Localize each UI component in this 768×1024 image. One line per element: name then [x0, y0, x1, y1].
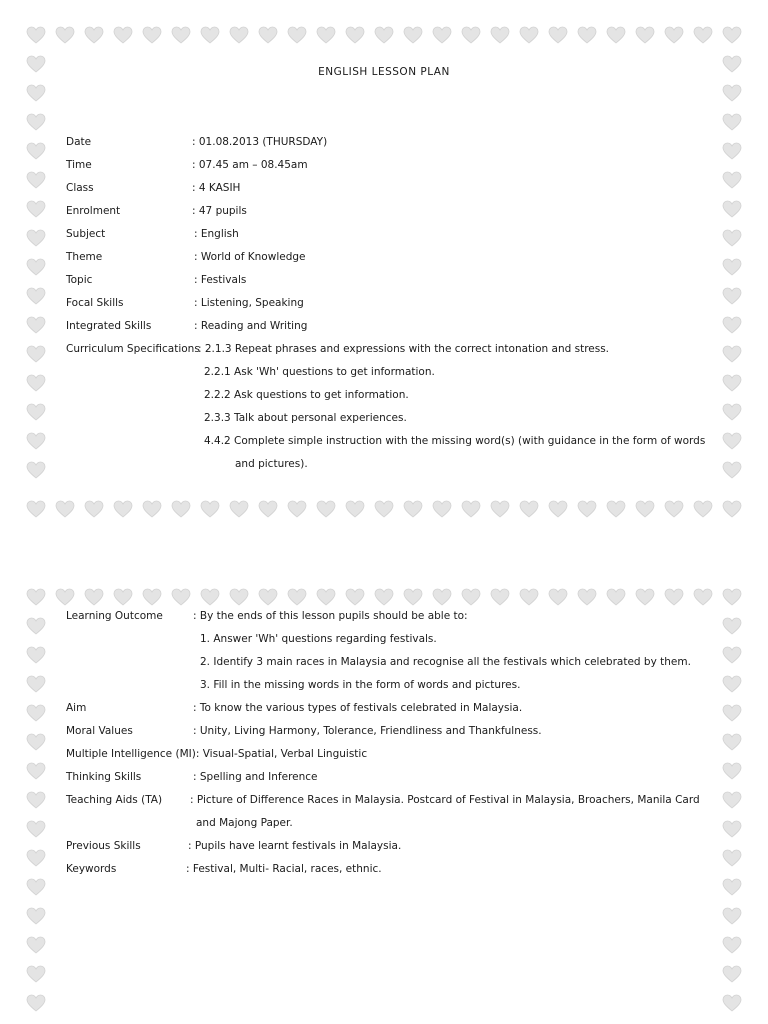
- heart-icon: [26, 646, 46, 664]
- heart-icon: [722, 374, 742, 392]
- heart-icon: [722, 142, 742, 160]
- heart-icon: [200, 588, 220, 606]
- heart-icon: [722, 588, 742, 606]
- curriculum-line: 4.4.2 Complete simple instruction with the missing word(s) (with guidance in the form of words: [204, 435, 706, 447]
- heart-icon: [461, 500, 481, 518]
- heart-icon: [722, 229, 742, 247]
- field-value: : Unity, Living Harmony, Tolerance, Friendliness and Thankfulness.: [193, 725, 542, 737]
- heart-icon: [26, 316, 46, 334]
- heart-icon: [722, 113, 742, 131]
- heart-icon: [26, 403, 46, 421]
- heart-icon: [490, 500, 510, 518]
- field-value: : Pupils have learnt festivals in Malaysia.: [188, 840, 402, 852]
- heart-icon: [432, 26, 452, 44]
- heart-icon: [490, 26, 510, 44]
- outcome-item: 3. Fill in the missing words in the form of words and pictures.: [200, 679, 521, 691]
- heart-icon: [577, 588, 597, 606]
- field-label: Moral Values: [66, 725, 133, 737]
- heart-icon: [26, 200, 46, 218]
- field-value: : By the ends of this lesson pupils should be able to:: [193, 610, 468, 622]
- heart-icon: [577, 26, 597, 44]
- heart-icon: [374, 26, 394, 44]
- heart-icon: [693, 500, 713, 518]
- field-label: Aim: [66, 702, 87, 714]
- heart-icon: [722, 646, 742, 664]
- heart-icon: [606, 26, 626, 44]
- heart-icon: [26, 26, 46, 44]
- heart-icon: [722, 316, 742, 334]
- heart-icon: [258, 26, 278, 44]
- heart-icon: [519, 588, 539, 606]
- heart-icon: [26, 588, 46, 606]
- field-value: : 2.1.3 Repeat phrases and expressions with the correct intonation and stress.: [198, 343, 610, 355]
- heart-icon: [606, 588, 626, 606]
- heart-icon: [26, 374, 46, 392]
- heart-icon: [26, 762, 46, 780]
- field-label: Date: [66, 136, 92, 148]
- curriculum-line: 2.2.1 Ask 'Wh' questions to get information.: [204, 366, 435, 378]
- heart-icon: [722, 878, 742, 896]
- heart-icon: [722, 287, 742, 305]
- field-label: Keywords: [66, 863, 117, 875]
- heart-icon: [26, 936, 46, 954]
- heart-icon: [722, 849, 742, 867]
- heart-icon: [84, 588, 104, 606]
- field-label: Teaching Aids (TA): [66, 794, 163, 806]
- heart-icon: [200, 500, 220, 518]
- document-title: ENGLISH LESSON PLAN: [318, 66, 450, 78]
- heart-icon: [722, 733, 742, 751]
- heart-icon: [26, 113, 46, 131]
- heart-icon: [722, 171, 742, 189]
- heart-icon: [432, 500, 452, 518]
- heart-icon: [142, 588, 162, 606]
- heart-icon: [316, 500, 336, 518]
- heart-icon: [55, 588, 75, 606]
- field-value: : Festivals: [194, 274, 247, 286]
- field-value: : Festival, Multi- Racial, races, ethnic.: [186, 863, 382, 875]
- heart-icon: [26, 258, 46, 276]
- field-label: Thinking Skills: [66, 771, 142, 783]
- lesson-plan-page-2: [0, 562, 768, 1024]
- heart-icon: [403, 500, 423, 518]
- heart-icon: [664, 588, 684, 606]
- heart-icon: [84, 500, 104, 518]
- heart-icon: [461, 588, 481, 606]
- field-value: : Spelling and Inference: [193, 771, 318, 783]
- heart-icon: [722, 965, 742, 983]
- heart-icon: [577, 500, 597, 518]
- heart-icon: [26, 287, 46, 305]
- field-label: Enrolment: [66, 205, 121, 217]
- heart-icon: [26, 461, 46, 479]
- heart-icon: [722, 200, 742, 218]
- heart-icon: [345, 26, 365, 44]
- heart-icon: [26, 675, 46, 693]
- heart-icon: [26, 229, 46, 247]
- field-value: : To know the various types of festivals celebrated in Malaysia.: [193, 702, 523, 714]
- heart-icon: [113, 588, 133, 606]
- heart-icon: [722, 432, 742, 450]
- heart-icon: [26, 432, 46, 450]
- heart-icon: [26, 733, 46, 751]
- heart-icon: [229, 26, 249, 44]
- heart-icon: [722, 994, 742, 1012]
- field-label: Previous Skills: [66, 840, 141, 852]
- heart-icon: [722, 26, 742, 44]
- heart-icon: [374, 500, 394, 518]
- heart-icon: [345, 588, 365, 606]
- heart-icon: [26, 500, 46, 518]
- heart-icon: [229, 588, 249, 606]
- heart-icon: [635, 588, 655, 606]
- heart-icon: [316, 26, 336, 44]
- heart-icon: [171, 26, 191, 44]
- heart-icon: [722, 907, 742, 925]
- heart-icon: [171, 588, 191, 606]
- heart-icon: [374, 588, 394, 606]
- heart-icon: [635, 500, 655, 518]
- field-label: Theme: [66, 251, 103, 263]
- curriculum-line-wrap: and pictures).: [235, 458, 308, 470]
- field-value: : 4 KASIH: [192, 182, 241, 194]
- field-value: : World of Knowledge: [194, 251, 306, 263]
- field-label: Learning Outcome: [66, 610, 163, 622]
- heart-icon: [26, 171, 46, 189]
- heart-icon: [722, 461, 742, 479]
- curriculum-line: 2.2.2 Ask questions to get information.: [204, 389, 409, 401]
- curriculum-line: 2.3.3 Talk about personal experiences.: [204, 412, 407, 424]
- heart-icon: [26, 84, 46, 102]
- heart-icon: [316, 588, 336, 606]
- heart-icon: [519, 26, 539, 44]
- field-label: Time: [66, 159, 92, 171]
- heart-icon: [26, 704, 46, 722]
- heart-icon: [55, 500, 75, 518]
- heart-icon: [84, 26, 104, 44]
- heart-icon: [287, 26, 307, 44]
- heart-icon: [722, 258, 742, 276]
- heart-icon: [664, 500, 684, 518]
- heart-icon: [519, 500, 539, 518]
- heart-icon: [345, 500, 365, 518]
- heart-icon: [26, 994, 46, 1012]
- heart-icon: [229, 500, 249, 518]
- field-value: : 01.08.2013 (THURSDAY): [192, 136, 328, 148]
- heart-icon: [461, 26, 481, 44]
- heart-icon: [664, 26, 684, 44]
- field-label: Class: [66, 182, 94, 194]
- heart-icon: [722, 704, 742, 722]
- heart-icon: [113, 26, 133, 44]
- field-value: : 47 pupils: [192, 205, 247, 217]
- field-label: Curriculum Specifications: [66, 343, 200, 355]
- heart-icon: [722, 675, 742, 693]
- field-label: Integrated Skills: [66, 320, 152, 332]
- heart-icon: [722, 617, 742, 635]
- field-value: : English: [194, 228, 239, 240]
- heart-icon: [171, 500, 191, 518]
- heart-icon: [606, 500, 626, 518]
- field-value: : 07.45 am – 08.45am: [192, 159, 308, 171]
- heart-icon: [26, 965, 46, 983]
- heart-icon: [113, 500, 133, 518]
- field-value: : Picture of Difference Races in Malaysia. Postcard of Festival in Malaysia, Broachers, Manila Card: [190, 794, 700, 806]
- field-value: : Listening, Speaking: [194, 297, 304, 309]
- heart-icon: [26, 345, 46, 363]
- field-label: Multiple Intelligence (MI): Visual-Spatial, Verbal Linguistic: [66, 748, 368, 760]
- heart-icon: [26, 791, 46, 809]
- heart-icon: [200, 26, 220, 44]
- heart-icon: [26, 849, 46, 867]
- field-label: Focal Skills: [66, 297, 124, 309]
- heart-icon: [548, 588, 568, 606]
- heart-icon: [722, 403, 742, 421]
- heart-icon: [548, 500, 568, 518]
- heart-icon: [26, 878, 46, 896]
- heart-icon: [722, 791, 742, 809]
- outcome-item: 1. Answer 'Wh' questions regarding festivals.: [200, 633, 437, 645]
- heart-icon: [142, 500, 162, 518]
- heart-icon: [635, 26, 655, 44]
- heart-icon: [722, 84, 742, 102]
- heart-icon: [287, 588, 307, 606]
- heart-icon: [722, 762, 742, 780]
- heart-icon: [26, 142, 46, 160]
- heart-icon: [26, 617, 46, 635]
- teaching-aids-wrap: and Majong Paper.: [196, 817, 293, 829]
- heart-icon: [693, 588, 713, 606]
- field-label: Topic: [66, 274, 93, 286]
- heart-icon: [490, 588, 510, 606]
- field-label: Subject: [66, 228, 106, 240]
- heart-icon: [403, 588, 423, 606]
- heart-icon: [722, 345, 742, 363]
- heart-icon: [287, 500, 307, 518]
- heart-icon: [26, 820, 46, 838]
- field-value: : Reading and Writing: [194, 320, 308, 332]
- heart-icon: [258, 500, 278, 518]
- heart-icon: [26, 907, 46, 925]
- heart-icon: [55, 26, 75, 44]
- heart-icon: [693, 26, 713, 44]
- outcome-item: 2. Identify 3 main races in Malaysia and recognise all the festivals which celebrated by them.: [200, 656, 691, 668]
- heart-icon: [403, 26, 423, 44]
- heart-icon: [722, 820, 742, 838]
- heart-icon: [258, 588, 278, 606]
- heart-icon: [432, 588, 452, 606]
- heart-icon: [722, 500, 742, 518]
- heart-icon: [142, 26, 162, 44]
- heart-icon: [722, 936, 742, 954]
- heart-icon: [548, 26, 568, 44]
